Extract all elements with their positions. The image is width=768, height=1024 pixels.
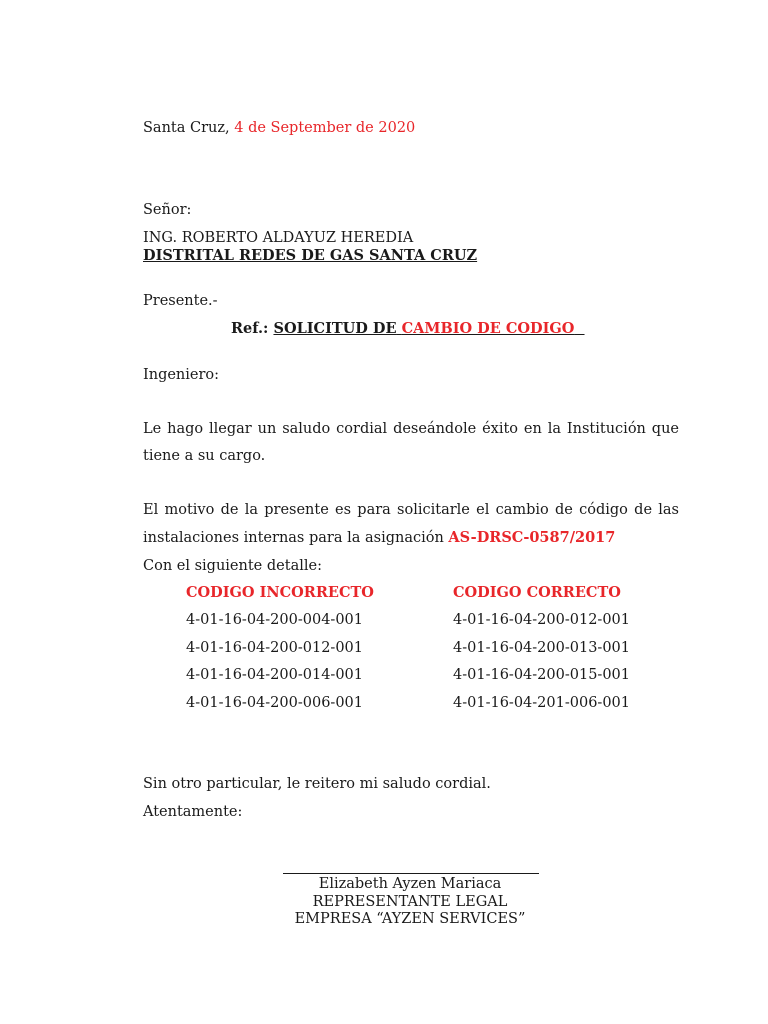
table-row: [186, 689, 666, 717]
reference-subject: [273, 320, 584, 337]
paragraph-greeting: [143, 416, 679, 470]
correct-code-cell: 4-01-16-04-200-013-001: [453, 639, 631, 656]
incorrect-code-cell: 4-01-16-04-200-006-001: [186, 694, 364, 711]
header-incorrect-code: CODIGO INCORRECTO: [186, 584, 374, 602]
incorrect-code-cell: 4-01-16-04-200-012-001: [186, 639, 364, 656]
reference-line: [231, 319, 585, 339]
correct-code-cell: 4-01-16-04-201-006-001: [453, 694, 631, 711]
salutation: Señor:: [143, 202, 192, 218]
table-row: [186, 607, 666, 635]
reference-subject-part-b: CAMBIO DE CODIGO: [401, 320, 575, 337]
correct-code-cell: 4-01-16-04-200-012-001: [453, 612, 631, 629]
assignment-code: AS-DRSC-0587/2017: [448, 529, 616, 546]
date-place: Santa Cruz,: [143, 120, 230, 136]
reference-label: Ref.:: [231, 320, 269, 337]
codes-table-header: [186, 579, 666, 607]
paragraph-motive: [143, 497, 679, 552]
paragraph-greeting-line-2: tiene a su cargo.: [143, 448, 266, 464]
paragraph-motive-line-1: El motivo de la presente es para solicitarle el cambio de código de las: [143, 502, 679, 518]
table-row: [186, 634, 666, 662]
greeting: Ingeniero:: [143, 367, 220, 383]
recipient-name: ING. ROBERTO ALDAYUZ HEREDIA: [143, 230, 414, 246]
detail-intro: Con el siguiente detalle:: [143, 558, 322, 574]
signatory-title: REPRESENTANTE LEGAL: [312, 893, 508, 910]
signature-line: [283, 873, 539, 874]
incorrect-code-cell: 4-01-16-04-200-004-001: [186, 612, 364, 629]
reference-subject-part-a: SOLICITUD DE: [273, 320, 397, 337]
recipient-organization: DISTRITAL REDES DE GAS SANTA CRUZ: [143, 247, 478, 264]
codes-table: [186, 582, 666, 717]
date-line: [143, 118, 415, 138]
paragraph-motive-line-2: [143, 524, 679, 552]
closing-line: Sin otro particular, le reitero mi saludo cordial.: [143, 776, 491, 792]
valediction: Atentamente:: [143, 804, 243, 820]
incorrect-code-cell: 4-01-16-04-200-014-001: [186, 667, 364, 684]
paragraph-motive-line-2-text: instalaciones internas para la asignación: [143, 530, 444, 546]
presente-line: Presente.-: [143, 293, 218, 309]
signature-block: [250, 876, 570, 929]
signatory-name: Elizabeth Ayzen Mariaca: [318, 876, 502, 892]
correct-code-cell: 4-01-16-04-200-015-001: [453, 667, 631, 684]
table-row: [186, 662, 666, 690]
signatory-company: EMPRESA “AYZEN SERVICES”: [294, 911, 526, 927]
date-value: 4 de September de 2020: [234, 120, 416, 136]
header-correct-code: CODIGO CORRECTO: [453, 584, 621, 602]
paragraph-greeting-line-1: Le hago llegar un saludo cordial deseándole éxito en la Institución que: [143, 421, 679, 437]
